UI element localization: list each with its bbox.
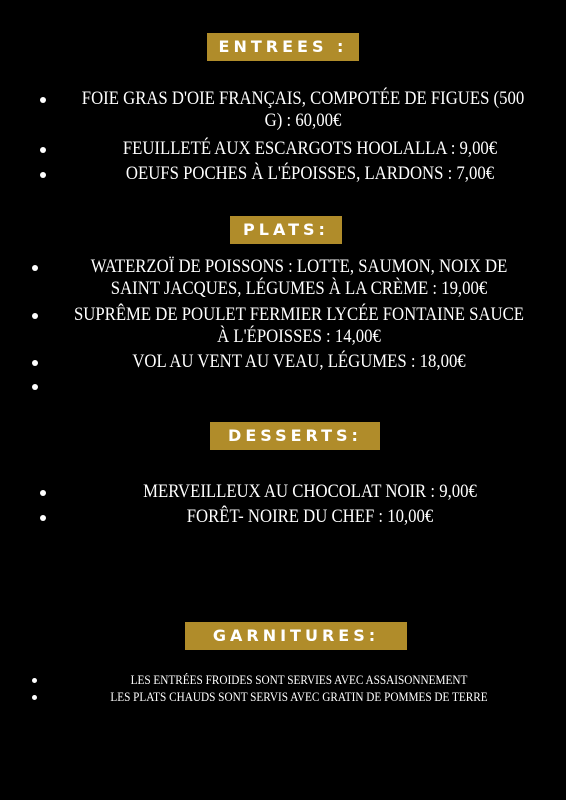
bullet-icon bbox=[32, 695, 37, 700]
garniture-item-entrees-froides: LES ENTRÉES FROIDES SONT SERVIES AVEC ASSAISONNEMENT bbox=[130, 673, 468, 687]
garniture-item-plats-chauds: LES PLATS CHAUDS SONT SERVIS AVEC GRATIN DE POMMES DE TERRE bbox=[110, 690, 488, 704]
bullet-icon bbox=[40, 147, 46, 153]
bullet-icon bbox=[40, 97, 46, 103]
bullet-icon bbox=[32, 313, 38, 319]
garnitures-heading: GARNITURES: bbox=[185, 622, 407, 650]
bullet-icon bbox=[32, 678, 37, 683]
bullet-icon bbox=[32, 265, 38, 271]
plats-heading: PLATS: bbox=[230, 216, 342, 244]
dessert-item-merveilleux: MERVEILLEUX AU CHOCOLAT NOIR : 9,00€ bbox=[143, 481, 477, 502]
plat-item-vol-au-vent: VOL AU VENT AU VEAU, LÉGUMES : 18,00€ bbox=[132, 351, 466, 372]
plat-item-waterzoi: WATERZOÏ DE POISSONS : LOTTE, SAUMON, NOIX DE SAINT JACQUES, LÉGUMES À LA CRÈME : 19,00€ bbox=[90, 256, 508, 299]
dessert-item-foret-noire: FORÊT- NOIRE DU CHEF : 10,00€ bbox=[186, 506, 434, 527]
plat-item-supreme: SUPRÊME DE POULET FERMIER LYCÉE FONTAINE SAUCE À L'ÉPOISSES : 14,00€ bbox=[73, 304, 524, 347]
bullet-icon bbox=[40, 515, 46, 521]
entree-item-oeufs: OEUFS POCHES À L'ÉPOISSES, LARDONS : 7,00€ bbox=[125, 163, 495, 184]
bullet-icon bbox=[40, 490, 46, 496]
bullet-icon bbox=[32, 384, 38, 390]
desserts-heading: DESSERTS: bbox=[210, 422, 380, 450]
bullet-icon bbox=[40, 172, 46, 178]
entree-item-feuillete: FEUILLETÉ AUX ESCARGOTS HOOLALLA : 9,00€ bbox=[122, 138, 498, 159]
entrees-heading: ENTREES : bbox=[207, 33, 359, 61]
bullet-icon bbox=[32, 360, 38, 366]
entree-item-foie-gras: FOIE GRAS D'OIE FRANÇAIS, COMPOTÉE DE FIGUES (500 G) : 60,00€ bbox=[81, 88, 525, 131]
